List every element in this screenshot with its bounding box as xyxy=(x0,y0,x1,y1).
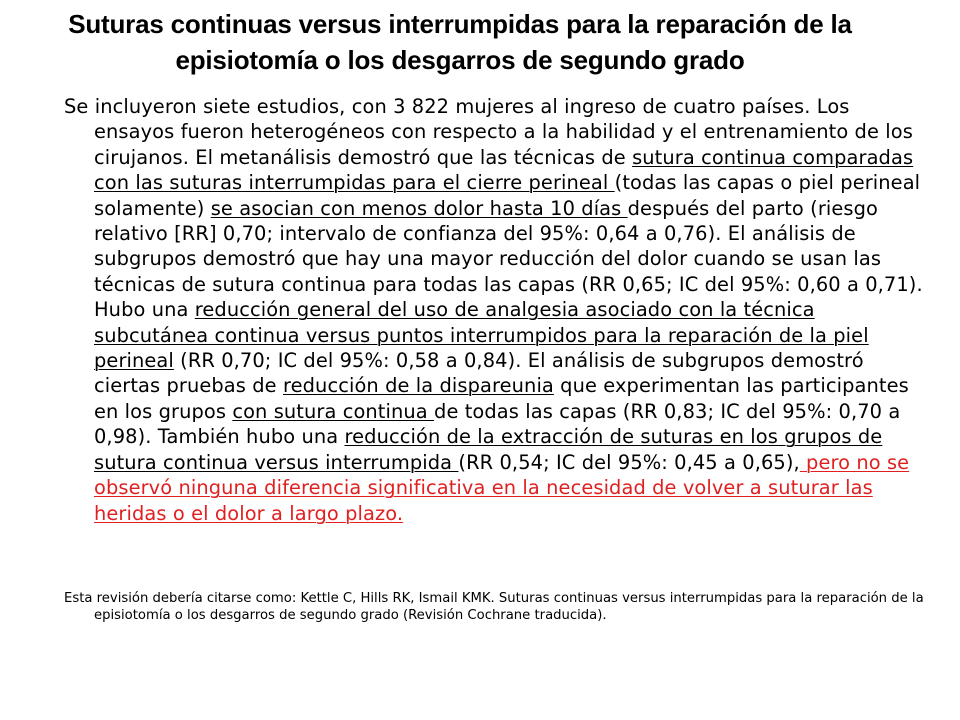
slide-title: Suturas continuas versus interrumpidas para la reparación de la episiotomía o los desgarros de segundo grado xyxy=(68,9,852,75)
underlined-segment-continuous-suture: sutura continua comparadas con las suturas interrumpidas para el cierre perineal xyxy=(94,145,914,195)
underlined-segment-analgesia: reducción general del uso de analgesia asociado con la técnica subcutánea continua versus puntos interrumpidos para la reparación de la piel perineal xyxy=(94,298,869,373)
highlighted-red-conclusion: pero no se observó ninguna diferencia significativa en la necesidad de volver a suturar las heridas o el dolor a largo plazo. xyxy=(94,450,910,525)
text-segment-5: después del parto (riesgo relativo [RR] 0,70; intervalo de confianza del 95%: 0,64 a 0,76). El análisis de subgrupos demostró que hay una mayor reducción del dolor cuando se usan las técnicas de sutura continua para todas las capas (RR 0,65; IC del 95%: 0,60 a 0,71). Hubo una xyxy=(94,196,923,322)
text-segment-3: (todas las capas o piel perineal solamente) xyxy=(94,171,921,220)
underlined-segment-less-pain: se asocian con menos dolor hasta 10 días xyxy=(210,196,628,220)
text-segment-1: Se incluyeron siete estudios, con 3 822 mujeres al ingreso de cuatro países. Los ensayos fueron heterogéneos con respecto a la habilidad y el entrenamiento de los cirujanos. El metanálisis demostró que las técnicas de xyxy=(64,95,913,169)
summary-paragraph xyxy=(64,94,930,526)
underlined-segment-suture-removal: reducción de la extracción de suturas en los grupos de sutura continua versus interrumpida xyxy=(94,425,883,474)
text-segment-9: que experimentan las participantes en los grupos xyxy=(94,374,909,423)
citation-note: Esta revisión debería citarse como: Kettle C, Hills RK, Ismail KMK. Suturas continuas versus interrumpidas para la reparación de la episiotomía o los desgarros de segundo grado (Revisión Cochrane traducida). xyxy=(64,591,924,623)
text-segment-13: (RR 0,54; IC del 95%: 0,45 a 0,65), xyxy=(458,450,800,474)
text-segment-7: (RR 0,70; IC del 95%: 0,58 a 0,84). El análisis de subgrupos demostró ciertas pruebas de xyxy=(94,349,864,398)
text-segment-11: de todas las capas (RR 0,83; IC del 95%: 0,70 a 0,98). También hubo una xyxy=(94,399,901,449)
underlined-segment-dyspareunia: reducción de la dispareunia xyxy=(282,374,554,398)
underlined-segment-continuous: con sutura continua xyxy=(232,399,435,423)
